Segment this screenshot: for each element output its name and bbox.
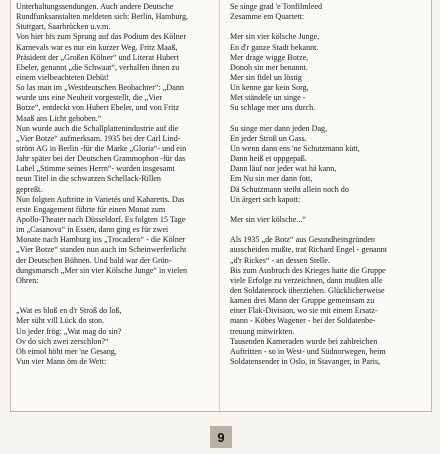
text-line: Monate nach Hamburg ins „Trocadero“ - die Kölner: [16, 235, 186, 245]
text-line: Un wenn dann ens 'ne Schutzmann kütt,: [230, 143, 360, 153]
text-line: Als 1935 „de Botz“ aus Gesundheitsgründen: [230, 235, 375, 245]
text-line: Ebeler, genannt „die Schwaat“, verhalfen ihnen zu: [16, 62, 180, 72]
left-verse-block: [16, 306, 212, 367]
text-line: En d'r ganze Stadt bekannt.: [230, 42, 319, 52]
column-divider: [219, 0, 220, 411]
text-line: Unterhaltungssendungen. Auch andere Deutsche: [16, 2, 174, 11]
text-line: Oh eimol höht mer 'ne Gesang,: [16, 346, 117, 356]
text-line: „Vier Botze“ standen nun auch im Scheinwerferlicht: [16, 245, 187, 255]
text-line: ström AG in Berlin -für die Marke „Gloria“- und ein: [16, 143, 187, 153]
text-line: Präsident der „Großen Kölner“ und Literat Hubert: [16, 52, 179, 62]
text-line: viele Erfolge zu verzeichnen, dann mußten alle: [230, 275, 383, 285]
text-line: Un jeder frög: „Wat mag do sin?: [16, 326, 122, 336]
text-line: Donoh sin mer benannt.: [230, 62, 308, 72]
text-line: „Wat es bloß en d'r Stroß do loß,: [16, 306, 122, 316]
text-line: „d'r Rickes“ - an dessen Stelle.: [230, 255, 330, 265]
right-column: [230, 2, 426, 367]
text-line: Zesamme em Quartett:: [230, 12, 305, 22]
text-line: Von hier bis zum Sprung auf das Podium des Kölner: [16, 32, 187, 42]
text-line: Maaß ans Licht gehoben.“: [16, 113, 102, 123]
text-line: kamen drei Mann der Gruppe gemeinsam zu: [230, 296, 375, 306]
text-line: Se singe grad 'e Tonfilmleed: [230, 2, 322, 11]
text-line: mann - Köbes Wagener - bei der Soldatenbe-: [230, 316, 376, 326]
text-line: ausscheiden mußte, trat Richard Engel - genannt: [230, 245, 388, 255]
left-paragraph-block-1: [16, 2, 212, 286]
text-line: den Soldatenrock überziehen. Glücklicherweise: [230, 285, 385, 295]
right-verse-chorus: [230, 32, 426, 113]
text-line: Label „Stimme seines Herrn“- wurden insgesamt: [16, 164, 175, 174]
text-line: Su singe mer dann jeden Dag,: [230, 123, 328, 133]
right-verse-stanza: [230, 124, 426, 205]
text-line: Mer süht vill Lück do ston.: [16, 316, 105, 326]
text-line: Mer sin vier kölsche...“: [230, 214, 306, 224]
text-line: Jahr später bei der Deutschen Grammophon -für das: [16, 154, 186, 164]
text-line: Un kenne gar kein Sorg,: [230, 83, 309, 93]
text-line: Botze“, entdeckt von Hubert Ebeler, und von Fritz: [16, 103, 180, 113]
left-column: [16, 2, 212, 367]
text-line: Soldatensender in Oslo, in Stavanger, in Paris,: [230, 356, 381, 366]
text-line: dungsmarsch „Mer sin vier Kölsche Junge“ in vielen: [16, 265, 188, 275]
text-line: wurde uns eine Neuheit vorgestellt, die „Vier: [16, 93, 163, 103]
text-line: Mer drage wigge Botze,: [230, 52, 309, 62]
text-line: erste Engagement führte für einen Monat zum: [16, 204, 166, 214]
right-verse-intro: [230, 2, 426, 22]
page-number: 9: [210, 426, 232, 448]
text-line: Dann heiß et oppgepaß.: [230, 154, 307, 164]
text-line: Nun wurde auch die Schallplattenindustrie auf die: [16, 123, 179, 133]
right-paragraph-block: [230, 235, 426, 367]
text-line: Auftritten - so in West- und Südnorwegen, beim: [230, 346, 386, 356]
text-line: treuung mitwirkten.: [230, 326, 295, 336]
text-line: Karnevals war es nur ein kurzer Weg. Fritz Maaß,: [16, 42, 178, 52]
text-line: Dann läuf nor jeder wat hä kann,: [230, 164, 337, 174]
text-line: Dä Schutzmann steiht allein noch do: [230, 184, 349, 194]
text-line: neun Titel in die schwarzen Schellack-Rillen: [16, 174, 161, 184]
text-line: gepreßt.: [16, 184, 43, 194]
text-line: Su schlage mer uns durch.: [230, 103, 316, 113]
text-line: Nun folgten Auftritte in Varietés und Kabaretts. Das: [16, 194, 185, 204]
text-line: So las man im „Westdeutschen Beobachter“: „Dann: [16, 83, 184, 93]
text-line: Stuttgart, Saarbrücken u.v.m.: [16, 22, 111, 32]
text-line: Tausenden Kameraden wurde bei zahlreichen: [230, 336, 378, 346]
text-line: Apollo-Theater nach Düsseldorf. Es folgten 15 Tage: [16, 214, 186, 224]
text-line: „Vier Botze“ aufmerksam. 1935 bei der Carl Lind-: [16, 133, 181, 143]
text-line: En jeder Stroß un Gass.: [230, 133, 307, 143]
text-line: Bis zum Ausbruch des Krieges hatte die Gruppe: [230, 265, 386, 275]
text-line: Met ständele un singe -: [230, 93, 306, 103]
text-line: einer Flak-Division, wo sie mit einem Ersatz-: [230, 306, 378, 316]
text-line: Ov do sich zwei zerschlon?“: [16, 336, 109, 346]
text-line: der Deutschen Bühnen. Und bald war der Grün-: [16, 255, 172, 265]
text-line: Un ärgert sich kapott:: [230, 194, 301, 204]
text-line: Rundfunksanstalten meldeten sich: Berlin, Hamburg,: [16, 12, 189, 22]
text-line: Mer sin fidel un löstig: [230, 72, 302, 82]
text-line: einem vielbeachteten Debüt!: [16, 72, 110, 82]
text-line: Mer sin vier kölsche Junge,: [230, 32, 320, 42]
text-line: im „Casanova“ in Essen, dann ging es für zwei: [16, 225, 169, 235]
text-line: Em Nu sin mer dann fott,: [230, 174, 313, 184]
text-line: Vun vier Mann öm de Wett:: [16, 356, 107, 366]
text-line: Ohren:: [16, 275, 39, 285]
right-verse-closing: [230, 215, 426, 225]
